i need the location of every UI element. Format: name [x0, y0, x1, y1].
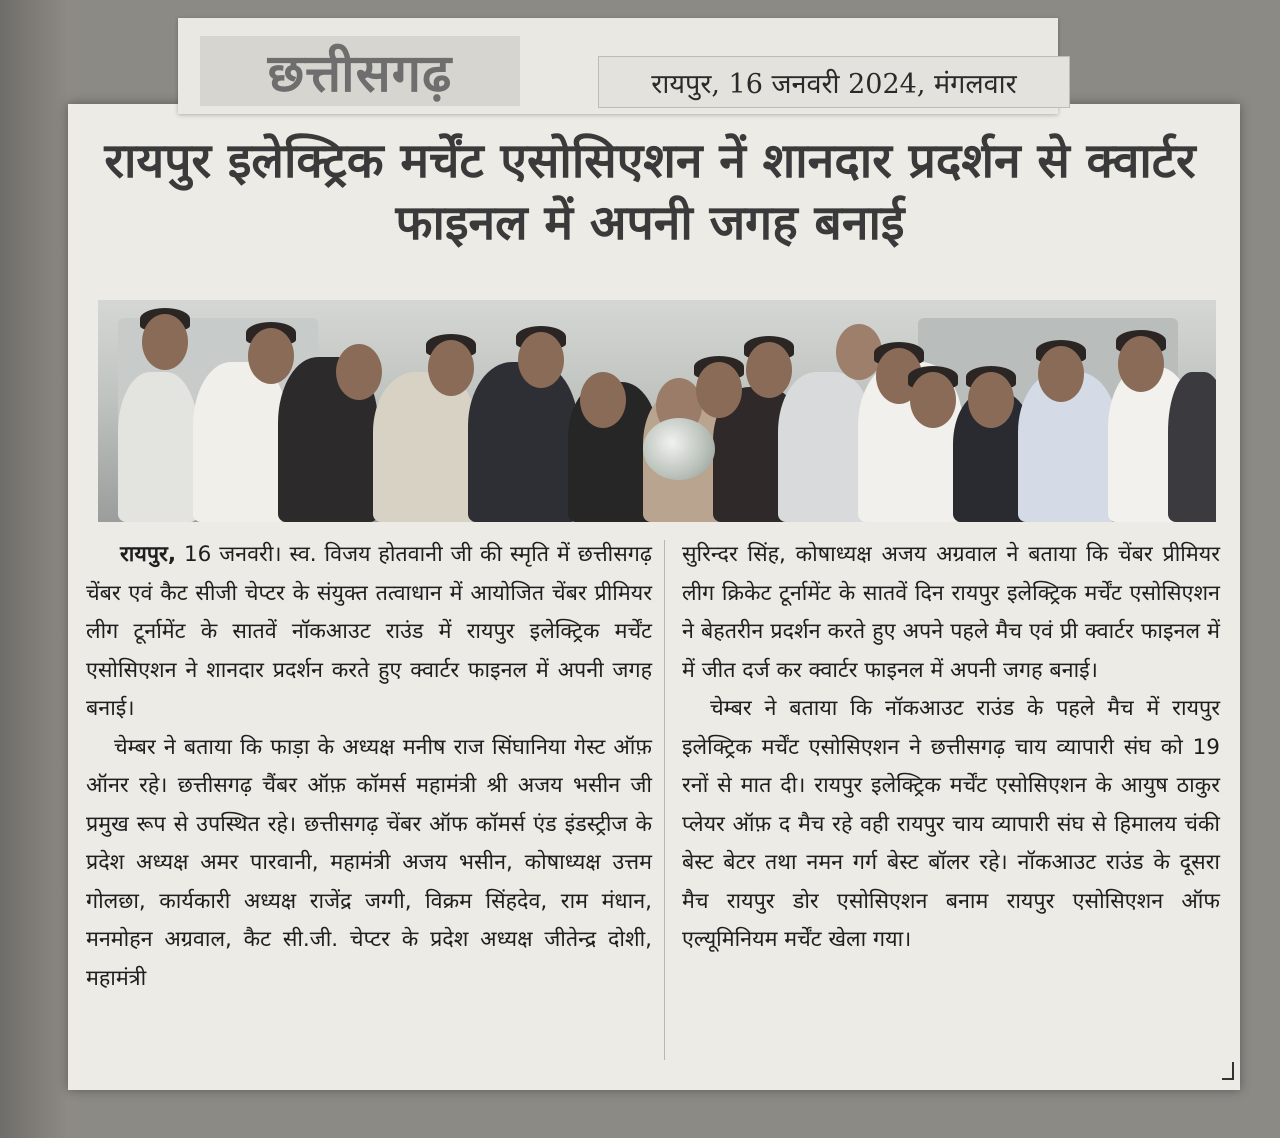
photo-person — [118, 372, 198, 522]
photo-face — [142, 314, 188, 370]
photo-person — [1168, 372, 1216, 522]
flower-bouquet — [643, 418, 715, 480]
article-paragraph-text: 16 जनवरी। स्व. विजय होतवानी जी की स्मृति में छत्तीसगढ़ चेंबर एवं कैट सीजी चेप्टर के संयुक्त तत्वाधान में आयोजित चेंबर प्रीमियर लीग टूर्नामेंट के सातवें नॉकआउट राउंड में रायपुर इलेक्ट्रिक मर्चेंट एसोसिएशन ने शानदार प्रदर्शन करते हुए क्वार्टर फाइनल में अपनी जगह बनाई। — [86, 542, 652, 721]
photo-face — [968, 372, 1014, 428]
photo-person — [373, 372, 478, 522]
column-divider — [664, 540, 665, 1060]
photo-face — [746, 342, 792, 398]
background-surface — [0, 0, 70, 1138]
photo-face — [248, 328, 294, 384]
article-paragraph: सुरिन्दर सिंह, कोषाध्यक्ष अजय अग्रवाल ने बताया कि चेंबर प्रीमियर लीग क्रिकेट टूर्नामेंट के सातवें दिन रायपुर इलेक्ट्रिक मर्चेंट एसोसिएशन ने बेहतरीन प्रदर्शन करते हुए अपने पहले मैच एवं प्री क्वार्टर फाइनल में में जीत दर्ज कर क्वार्टर फाइनल में अपनी जगह बनाई। — [682, 542, 1220, 683]
photo-face — [336, 344, 382, 400]
photo-face — [1118, 336, 1164, 392]
article-paragraph — [86, 536, 652, 729]
article-column-right — [682, 536, 1220, 960]
article-paragraph: चेम्बर ने बताया कि फाड़ा के अध्यक्ष मनीष राज सिंघानिया गेस्ट ऑफ़ ऑनर रहे। छत्तीसगढ़ चैंबर ऑफ़ कॉमर्स महामंत्री श्री अजय भसीन जी प्रमुख रूप से उपस्थित रहे। छत्तीसगढ़ चेंबर ऑफ कॉमर्स एंड इंडस्ट्रीज के प्रदेश अध्यक्ष अमर पारवानी, महामंत्री अजय भसीन, कोषाध्यक्ष उत्तम गोलछा, कार्यकारी अध्यक्ष राजेंद्र जग्गी, विक्रम सिंहदेव, राम मंधान, मनमोहन अग्रवाल, कैट सी.जी. चेप्टर के प्रदेश अध्यक्ष जीतेन्द्र दोशी, महामंत्री — [86, 734, 652, 991]
article-paragraph: चेम्बर ने बताया कि नॉकआउट राउंड के पहले मैच में रायपुर इलेक्ट्रिक मर्चेंट एसोसिएशन ने छत्तीसगढ़ चाय व्यापारी संघ को 19 रनों से मात दी। रायपुर इलेक्ट्रिक मर्चेंट एसोसिएशन के आयुष ठाकुर प्लेयर ऑफ़ द मैच रहे वही रायपुर चाय व्यापारी संघ से हिमालय चंकी बेस्ट बेटर तथा नमन गर्ग बेस्ट बॉलर रहे। नॉकआउट राउंड के दूसरा मैच रायपुर डोर एसोसिएशन बनाम रायपुर एसोसिएशन ऑफ एल्यूमिनियम मर्चेंट खेला गया। — [682, 696, 1220, 952]
photo-person — [468, 362, 578, 522]
article-column-left — [86, 536, 652, 998]
newspaper-masthead: छत्तीसगढ़ — [200, 36, 520, 106]
photo-face — [696, 362, 742, 418]
end-mark — [1222, 1062, 1234, 1080]
photo-person — [193, 362, 288, 522]
photo-face — [1038, 346, 1084, 402]
dateline: रायपुर, 16 जनवरी 2024, मंगलवार — [598, 56, 1070, 108]
photo-face — [580, 372, 626, 428]
article-lead: रायपुर, — [120, 542, 177, 567]
article-headline: रायपुर इलेक्ट्रिक मर्चेंट एसोसिएशन नें शानदार प्रदर्शन से क्वार्टर फाइनल में अपनी जगह बनाई — [104, 133, 1196, 251]
photo-face — [428, 340, 474, 396]
photo-face — [518, 332, 564, 388]
group-photo — [98, 300, 1216, 522]
photo-face — [910, 372, 956, 428]
